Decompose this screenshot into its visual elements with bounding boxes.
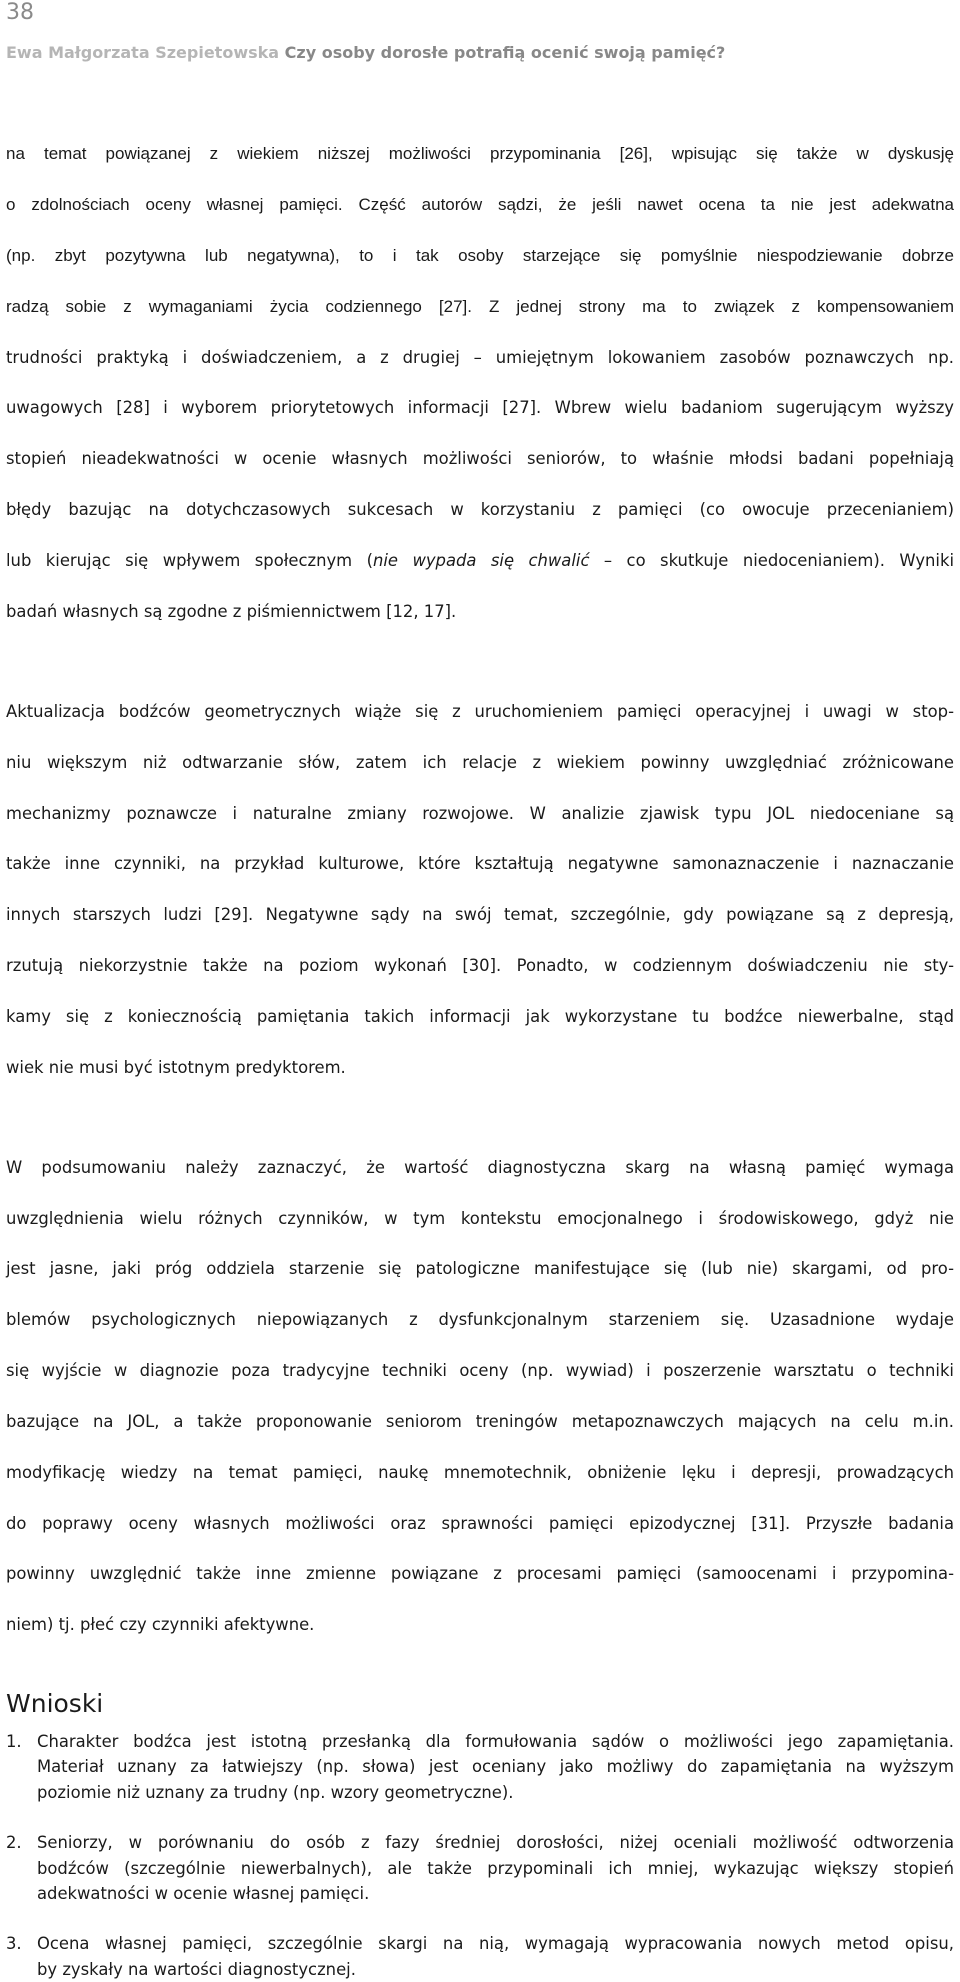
- italic-phrase: nie wypada się chwalić: [372, 550, 590, 570]
- paragraph-line: o zdolnościach oceny własnej pamięci. Część autorów sądzi, że jeśli nawet ocena ta nie jest adekwatna: [6, 195, 954, 215]
- paragraph-line: (np. zbyt pozytywna lub negatywna), to i tak osoby starzejące się pomyślnie niespodziewanie dobrze: [6, 246, 954, 266]
- paragraph-gap: [6, 1719, 954, 1729]
- list-line: Seniorzy, w porównaniu do osób z fazy średniej dorosłości, niżej oceniali możliwość odtworzenia: [37, 1833, 954, 1853]
- paragraph-line: błędy bazując na dotychczasowych sukcesach w korzystaniu z pamięci (co owocuje przecenianiem): [6, 500, 954, 520]
- conclusions-list: [6, 1729, 954, 1982]
- list-number: 3.: [6, 1934, 22, 1954]
- section-title: Wnioski: [6, 1688, 104, 1718]
- list-number: 2.: [6, 1833, 22, 1853]
- list-line: poziomie niż uznany za trudny (np. wzory geometryczne).: [37, 1782, 514, 1802]
- paragraph-gap: [6, 650, 954, 674]
- running-header: [6, 43, 725, 63]
- list-item: [6, 1830, 954, 1906]
- paragraph-line: modyfikację wiedzy na temat pamięci, naukę mnemotechnik, obniżenie lęku i depresji, prowadzących: [6, 1462, 954, 1482]
- list-line: adekwatności w ocenie własnej pamięci.: [37, 1884, 370, 1903]
- paragraph-line: rzutują niekorzystnie także na poziom wykonań [30]. Ponadto, w codziennym doświadczeniu nie sty-: [6, 956, 954, 975]
- paragraph-line: bazujące na JOL, a także proponowanie seniorom treningów metapoznawczych mających na celu m.in.: [6, 1411, 954, 1431]
- paragraph-line: uwzględnienia wielu różnych czynników, w tym kontekstu emocjonalnego i środowiskowego, gdyż nie: [6, 1208, 954, 1228]
- paragraph-line: także inne czynniki, na przykład kulturowe, które kształtują negatywne samonaznaczenie i naznaczanie: [6, 854, 954, 874]
- paragraph-line: mechanizmy poznawcze i naturalne zmiany rozwojowe. W analizie zjawisk typu JOL niedoceniane są: [6, 803, 954, 823]
- paragraph-line: W podsumowaniu należy zaznaczyć, że wartość diagnostyczna skarg na własną pamięć wymaga: [6, 1157, 954, 1177]
- list-line: by zyskały na wartości diagnostycznej.: [37, 1959, 356, 1979]
- list-line: Materiał uznany za łatwiejszy (np. słowa) jest oceniany jako możliwy do zapamiętania na wyższym: [37, 1757, 954, 1777]
- list-number: 1.: [6, 1731, 22, 1751]
- list-item: [6, 1931, 954, 1982]
- paragraph-line: radzą sobie z wymaganiami życia codziennego [27]. Z jednej strony ma to związek z kompensowaniem: [6, 296, 954, 316]
- header-author: Ewa Małgorzata Szepietowska: [6, 43, 280, 62]
- paragraph-line: blemów psychologicznych niepowiązanych z dysfunkcjonalnym starzeniem się. Uzasadnione wydaje: [6, 1310, 954, 1330]
- paragraph-line: uwagowych [28] i wyborem priorytetowych informacji [27]. Wbrew wielu badaniom sugerującym wyższy: [6, 398, 954, 418]
- paragraph-line: jest jasne, jaki próg oddziela starzenie się patologiczne manifestujące się (lub nie) skargami, od pro-: [6, 1259, 954, 1279]
- list-line: Charakter bodźca jest istotną przesłanką dla formułowania sądów o możliwości jego zapamiętania.: [37, 1731, 954, 1751]
- paragraph-line: niem) tj. płeć czy czynniki afektywne.: [6, 1615, 315, 1635]
- paragraph-line: niu większym niż odtwarzanie słów, zatem ich relacje z wiekiem powinny uwzględniać zróżnicowane: [6, 752, 954, 772]
- paragraph-gap: [6, 1663, 954, 1685]
- list-item: [6, 1729, 954, 1805]
- paragraph-line-with-italic: [6, 548, 954, 573]
- paragraph-line: stopień nieadekwatności w ocenie własnych możliwości seniorów, to właśnie młodsi badani popełniają: [6, 449, 954, 469]
- paragraph-line: badań własnych są zgodne z piśmiennictwem [12, 17].: [6, 601, 457, 621]
- paragraph-line: kamy się z koniecznością pamiętania takich informacji jak wykorzystane tu bodźce niewerbalne, stąd: [6, 1006, 954, 1026]
- header-title: Czy osoby dorosłe potrafią ocenić swoją pamięć?: [284, 43, 726, 62]
- paragraph-line: innych starszych ludzi [29]. Negatywne sądy na swój temat, szczególnie, gdy powiązane są z depresją,: [6, 905, 954, 925]
- paragraph-3: [6, 1129, 954, 1663]
- paragraph-1: [6, 116, 954, 650]
- line-text: – co skutkuje niedocenianiem). Wyniki: [589, 550, 955, 570]
- page-number: 38: [6, 0, 34, 25]
- body-text: [6, 116, 954, 1982]
- paragraph-line: powinny uwzględnić także inne zmienne powiązane z procesami pamięci (samoocenami i przypomina-: [6, 1564, 954, 1584]
- list-line: bodźców (szczególnie niewerbalnych), ale także przypominali ich mniej, wykazując większy stopień: [37, 1858, 954, 1878]
- paragraph-line: się wyjście w diagnozie poza tradycyjne techniki oceny (np. wywiad) i poszerzenie warsztatu o techniki: [6, 1361, 954, 1381]
- paragraph-line: na temat powiązanej z wiekiem niższej możliwości przypominania [26], wpisując się także w dyskusję: [6, 144, 954, 164]
- paragraph-line: trudności praktyką i doświadczeniem, a z drugiej – umiejętnym lokowaniem zasobów poznawczych np.: [6, 347, 954, 367]
- list-line: Ocena własnej pamięci, szczególnie skargi na nią, wymagają wypracowania nowych metod opisu,: [37, 1934, 954, 1954]
- paragraph-line: do poprawy oceny własnych możliwości oraz sprawności pamięci epizodycznej [31]. Przyszłe badania: [6, 1513, 954, 1533]
- paragraph-gap: [6, 1105, 954, 1129]
- line-text: lub kierując się wpływem społecznym (: [6, 550, 373, 570]
- paragraph-line: wiek nie musi być istotnym predyktorem.: [6, 1057, 346, 1077]
- paragraph-2: [6, 674, 954, 1106]
- paragraph-line: Aktualizacja bodźców geometrycznych wiąże się z uruchomieniem pamięci operacyjnej i uwagi w stop-: [6, 701, 954, 721]
